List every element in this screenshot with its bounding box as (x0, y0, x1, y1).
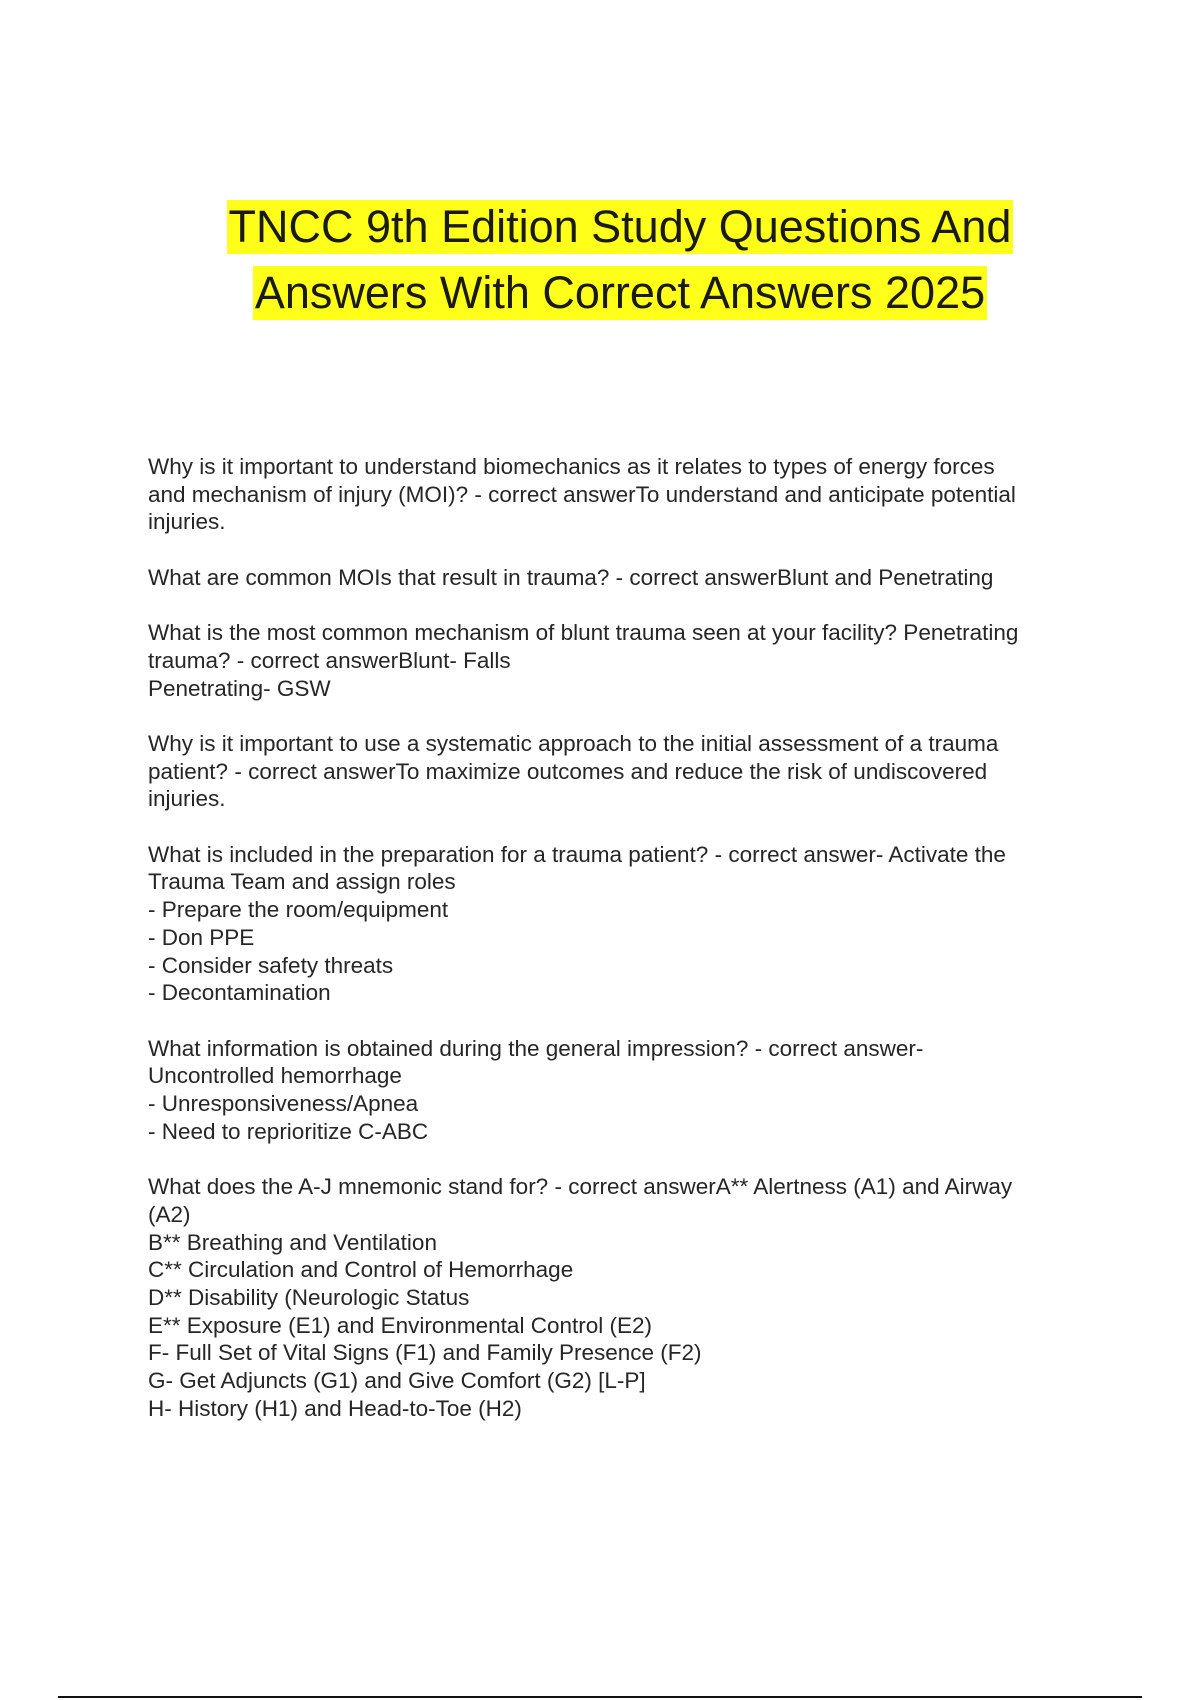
qa-line: trauma? - correct answerBlunt- Falls (148, 647, 511, 673)
qa-item (148, 564, 1088, 592)
qa-line: injuries. (148, 509, 226, 535)
qa-item (148, 453, 1088, 536)
qa-line: C** Circulation and Control of Hemorrhage (148, 1257, 574, 1283)
qa-line: F- Full Set of Vital Signs (F1) and Family Presence (F2) (148, 1340, 702, 1366)
qa-line: What is the most common mechanism of blunt trauma seen at your facility? Penetrating (148, 620, 1019, 646)
qa-line: What does the A-J mnemonic stand for? - correct answerA** Alertness (A1) and Airway (148, 1174, 1013, 1200)
qa-list (148, 453, 1088, 1450)
title-line-2: Answers With Correct Answers 2025 (254, 267, 986, 318)
qa-line: H- History (H1) and Head-to-Toe (H2) (148, 1395, 522, 1421)
qa-line: B** Breathing and Ventilation (148, 1229, 437, 1255)
qa-line: E** Exposure (E1) and Environmental Control (E2) (148, 1312, 652, 1338)
qa-line: Why is it important to use a systematic approach to the initial assessment of a trauma (148, 730, 999, 756)
qa-line: Why is it important to understand biomechanics as it relates to types of energy forces (148, 454, 995, 479)
qa-line: D** Disability (Neurologic Status (148, 1285, 470, 1310)
qa-line: Uncontrolled hemorrhage (148, 1063, 402, 1089)
qa-item (148, 1035, 1088, 1146)
qa-item (148, 730, 1088, 813)
document-title (100, 200, 1140, 332)
qa-item (148, 619, 1088, 702)
qa-line: - Consider safety threats (148, 952, 394, 978)
qa-line: Trauma Team and assign roles (148, 869, 456, 895)
qa-line: (A2) (148, 1201, 191, 1227)
qa-line: injuries. (148, 786, 226, 812)
qa-line: G- Get Adjuncts (G1) and Give Comfort (G2) [L-P] (148, 1368, 646, 1394)
footer-divider (58, 1696, 1142, 1698)
qa-item (148, 841, 1088, 1007)
qa-line: and mechanism of injury (MOI)? - correct answerTo understand and anticipate potential (148, 481, 1016, 507)
qa-item (148, 1173, 1088, 1422)
qa-line: Penetrating- GSW (148, 675, 331, 701)
title-line-1: TNCC 9th Edition Study Questions And (228, 201, 1012, 252)
qa-line: - Decontamination (148, 980, 331, 1006)
qa-line: What are common MOIs that result in trauma? - correct answerBlunt and Penetrating (148, 564, 994, 590)
qa-line: - Unresponsiveness/Apnea (148, 1091, 419, 1117)
qa-line: - Need to reprioritize C-ABC (148, 1118, 429, 1144)
qa-line: What information is obtained during the general impression? - correct answer- (148, 1035, 924, 1061)
qa-line: - Don PPE (148, 924, 255, 950)
qa-line: patient? - correct answerTo maximize outcomes and reduce the risk of undiscovered (148, 758, 988, 784)
qa-line: - Prepare the room/equipment (148, 897, 449, 923)
qa-line: What is included in the preparation for a trauma patient? - correct answer- Activate the (148, 841, 1006, 867)
